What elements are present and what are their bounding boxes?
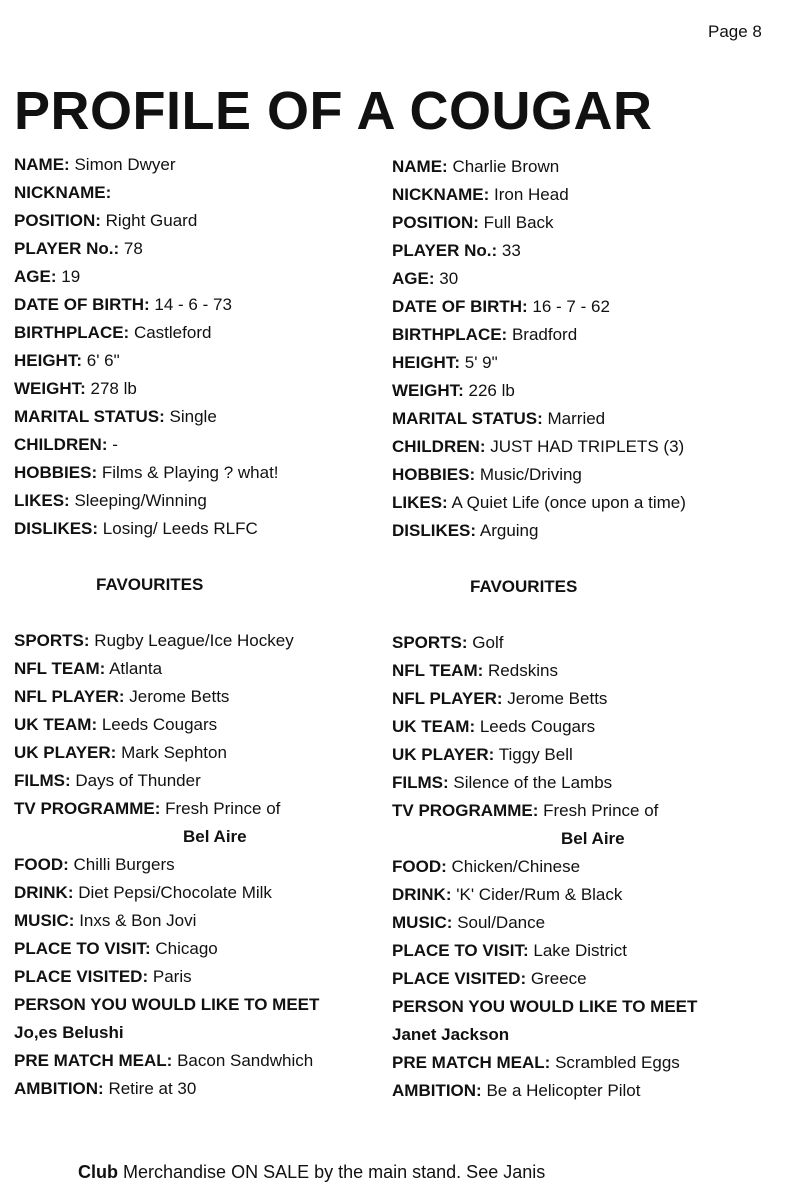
field-label: DISLIKES:	[14, 519, 99, 538]
field-row	[392, 405, 787, 433]
field-label: FOOD:	[392, 857, 447, 876]
field-row	[392, 265, 787, 293]
field-value: Simon Dwyer	[74, 155, 176, 174]
field-row	[392, 881, 787, 909]
field-row	[14, 767, 409, 795]
field-label: Jo,es Belushi	[14, 1023, 124, 1042]
field-row	[14, 1019, 409, 1047]
field-value: Charlie Brown	[452, 157, 560, 176]
field-label: POSITION:	[392, 213, 479, 232]
field-row	[14, 151, 409, 179]
field-value: 'K' Cider/Rum & Black	[456, 885, 623, 904]
field-label: DRINK:	[14, 883, 74, 902]
field-label: AMBITION:	[14, 1079, 104, 1098]
field-label: DATE OF BIRTH:	[14, 295, 150, 314]
field-label: HEIGHT:	[14, 351, 82, 370]
field-value: Iron Head	[494, 185, 569, 204]
field-row	[392, 993, 787, 1021]
field-row	[392, 461, 787, 489]
field-label: MARITAL STATUS:	[392, 409, 543, 428]
field-continuation: Bel Aire	[183, 827, 247, 846]
field-row	[392, 1049, 787, 1077]
field-value: Fresh Prince of	[543, 801, 659, 820]
field-value: 226 lb	[468, 381, 515, 400]
field-value: Paris	[152, 967, 192, 986]
field-label: UK PLAYER:	[392, 745, 495, 764]
field-label: NICKNAME:	[14, 183, 112, 202]
field-row	[392, 349, 787, 377]
favourites-list	[14, 627, 409, 1103]
field-value: Bradford	[511, 325, 578, 344]
field-row	[14, 935, 409, 963]
field-row	[14, 851, 409, 879]
favourites-heading: FAVOURITES	[96, 575, 204, 594]
field-label: NFL PLAYER:	[14, 687, 125, 706]
field-value: 33	[501, 241, 521, 260]
field-row	[392, 153, 787, 181]
field-row	[392, 713, 787, 741]
field-row	[14, 319, 409, 347]
field-label: Janet Jackson	[392, 1025, 510, 1044]
field-value: 30	[439, 269, 459, 288]
field-value: Jerome Betts	[129, 687, 230, 706]
field-row	[392, 489, 787, 517]
field-value: Leeds Cougars	[479, 717, 596, 736]
field-label: UK PLAYER:	[14, 743, 117, 762]
field-value: Sleeping/Winning	[74, 491, 207, 510]
field-row	[392, 237, 787, 265]
favourites-list	[392, 629, 787, 1105]
field-value: Rugby League/Ice Hockey	[94, 631, 294, 650]
field-label: WEIGHT:	[14, 379, 86, 398]
right-profile-column	[392, 153, 787, 1105]
field-value: Losing/ Leeds RLFC	[102, 519, 258, 538]
field-value: Full Back	[483, 213, 554, 232]
field-value: Chicago	[155, 939, 218, 958]
field-label: FILMS:	[392, 773, 449, 792]
left-profile-column	[14, 151, 409, 1103]
field-row	[392, 377, 787, 405]
field-label: POSITION:	[14, 211, 101, 230]
field-label: PLACE VISITED:	[392, 969, 527, 988]
field-label: BIRTHPLACE:	[14, 323, 130, 342]
field-value: Fresh Prince of	[165, 799, 281, 818]
field-value: Atlanta	[109, 659, 163, 678]
profile-list	[392, 153, 787, 545]
field-label: LIKES:	[392, 493, 448, 512]
field-label: NFL TEAM:	[392, 661, 484, 680]
field-row	[14, 1047, 409, 1075]
field-row	[14, 291, 409, 319]
field-value: Inxs & Bon Jovi	[79, 911, 197, 930]
field-label: DRINK:	[392, 885, 452, 904]
field-row	[14, 655, 409, 683]
field-label: FOOD:	[14, 855, 69, 874]
field-value: Right Guard	[105, 211, 198, 230]
field-value: Soul/Dance	[457, 913, 546, 932]
field-row	[14, 263, 409, 291]
field-label: PLACE TO VISIT:	[392, 941, 529, 960]
field-value: Castleford	[133, 323, 212, 342]
field-row	[14, 487, 409, 515]
field-value: 16 - 7 - 62	[532, 297, 610, 316]
field-value: 78	[123, 239, 143, 258]
page-title: PROFILE OF A COUGAR	[14, 81, 653, 141]
field-value: 14 - 6 - 73	[154, 295, 232, 314]
field-row	[14, 179, 409, 207]
field-row	[14, 431, 409, 459]
field-row	[14, 375, 409, 403]
field-row	[392, 965, 787, 993]
field-label: BIRTHPLACE:	[392, 325, 508, 344]
field-row	[14, 347, 409, 375]
field-label: PRE MATCH MEAL:	[14, 1051, 173, 1070]
field-value: Jerome Betts	[507, 689, 608, 708]
field-row	[14, 403, 409, 431]
field-label: TV PROGRAMME:	[392, 801, 539, 820]
field-continuation: Bel Aire	[561, 829, 625, 848]
field-label: SPORTS:	[392, 633, 468, 652]
field-value: Bacon Sandwhich	[177, 1051, 314, 1070]
field-row	[392, 685, 787, 713]
field-label: PRE MATCH MEAL:	[392, 1053, 551, 1072]
profile-list	[14, 151, 409, 543]
field-label: NAME:	[392, 157, 448, 176]
field-label: UK TEAM:	[14, 715, 98, 734]
field-label: NICKNAME:	[392, 185, 490, 204]
field-label: UK TEAM:	[392, 717, 476, 736]
field-value: Redskins	[488, 661, 558, 680]
field-label: SPORTS:	[14, 631, 90, 650]
field-value: 6' 6"	[86, 351, 120, 370]
field-value: -	[112, 435, 118, 454]
field-label: PERSON YOU WOULD LIKE TO MEET	[392, 997, 698, 1016]
field-value: Music/Driving	[479, 465, 582, 484]
field-row	[392, 853, 787, 881]
field-row	[14, 711, 409, 739]
field-label: MARITAL STATUS:	[14, 407, 165, 426]
field-row	[392, 209, 787, 237]
field-row	[14, 515, 409, 543]
field-row	[392, 909, 787, 937]
field-label: NFL TEAM:	[14, 659, 106, 678]
field-row	[392, 629, 787, 657]
field-row	[392, 797, 787, 825]
field-value: JUST HAD TRIPLETS (3)	[490, 437, 685, 456]
field-label: MUSIC:	[14, 911, 75, 930]
field-row	[14, 795, 409, 823]
field-value: Chicken/Chinese	[451, 857, 581, 876]
field-label: HEIGHT:	[392, 353, 460, 372]
field-value: Married	[547, 409, 606, 428]
field-label: PLACE TO VISIT:	[14, 939, 151, 958]
field-label: MUSIC:	[392, 913, 453, 932]
field-label: CHILDREN:	[392, 437, 486, 456]
field-row	[14, 459, 409, 487]
field-label: PERSON YOU WOULD LIKE TO MEET	[14, 995, 320, 1014]
field-label: DISLIKES:	[392, 521, 477, 540]
field-value: Lake District	[533, 941, 627, 960]
field-row	[14, 207, 409, 235]
field-label: AMBITION:	[392, 1081, 482, 1100]
field-value: Be a Helicopter Pilot	[486, 1081, 641, 1100]
field-row	[392, 769, 787, 797]
field-label: AGE:	[14, 267, 57, 286]
field-value: Days of Thunder	[75, 771, 201, 790]
page-number: Page 8	[708, 22, 762, 41]
field-label: HOBBIES:	[14, 463, 98, 482]
field-row	[392, 181, 787, 209]
field-value: Scrambled Eggs	[555, 1053, 680, 1072]
field-value: Golf	[472, 633, 504, 652]
field-value: 278 lb	[90, 379, 137, 398]
field-value: 5' 9"	[464, 353, 498, 372]
field-value: Diet Pepsi/Chocolate Milk	[78, 883, 272, 902]
field-row	[14, 235, 409, 263]
field-value: Mark Sephton	[121, 743, 227, 762]
field-row	[14, 1075, 409, 1103]
favourites-heading: FAVOURITES	[470, 577, 578, 596]
field-row	[392, 433, 787, 461]
field-row	[14, 739, 409, 767]
field-value: Films & Playing ? what!	[101, 463, 279, 482]
field-row	[14, 991, 409, 1019]
field-label: PLAYER No.:	[392, 241, 498, 260]
field-value: Leeds Cougars	[101, 715, 218, 734]
field-value: A Quiet Life (once upon a time)	[451, 493, 686, 512]
field-label: NAME:	[14, 155, 70, 174]
field-row	[392, 517, 787, 545]
field-label: LIKES:	[14, 491, 70, 510]
field-row	[14, 963, 409, 991]
field-value: Retire at 30	[108, 1079, 197, 1098]
field-label: PLACE VISITED:	[14, 967, 149, 986]
field-row	[392, 321, 787, 349]
field-value: 19	[61, 267, 81, 286]
field-row	[14, 627, 409, 655]
field-label: FILMS:	[14, 771, 71, 790]
field-value: Silence of the Lambs	[453, 773, 613, 792]
field-value: Arguing	[479, 521, 539, 540]
field-label: TV PROGRAMME:	[14, 799, 161, 818]
field-value: Tiggy Bell	[498, 745, 573, 764]
field-value: Single	[169, 407, 217, 426]
field-label: HOBBIES:	[392, 465, 476, 484]
field-label: NFL PLAYER:	[392, 689, 503, 708]
footer-note	[78, 1162, 545, 1183]
field-row	[392, 1077, 787, 1105]
field-label: WEIGHT:	[392, 381, 464, 400]
footer-text: Merchandise ON SALE by the main stand. See Janis	[123, 1162, 546, 1182]
field-row	[14, 879, 409, 907]
field-row	[14, 907, 409, 935]
field-row	[392, 1021, 787, 1049]
field-row	[392, 741, 787, 769]
field-label: PLAYER No.:	[14, 239, 120, 258]
field-row	[392, 657, 787, 685]
field-label: CHILDREN:	[14, 435, 108, 454]
field-label: AGE:	[392, 269, 435, 288]
field-value: Chilli Burgers	[73, 855, 175, 874]
field-row	[14, 683, 409, 711]
field-row	[392, 293, 787, 321]
field-label: DATE OF BIRTH:	[392, 297, 528, 316]
field-value: Greece	[530, 969, 587, 988]
footer-club: Club	[78, 1162, 118, 1182]
field-row	[392, 937, 787, 965]
